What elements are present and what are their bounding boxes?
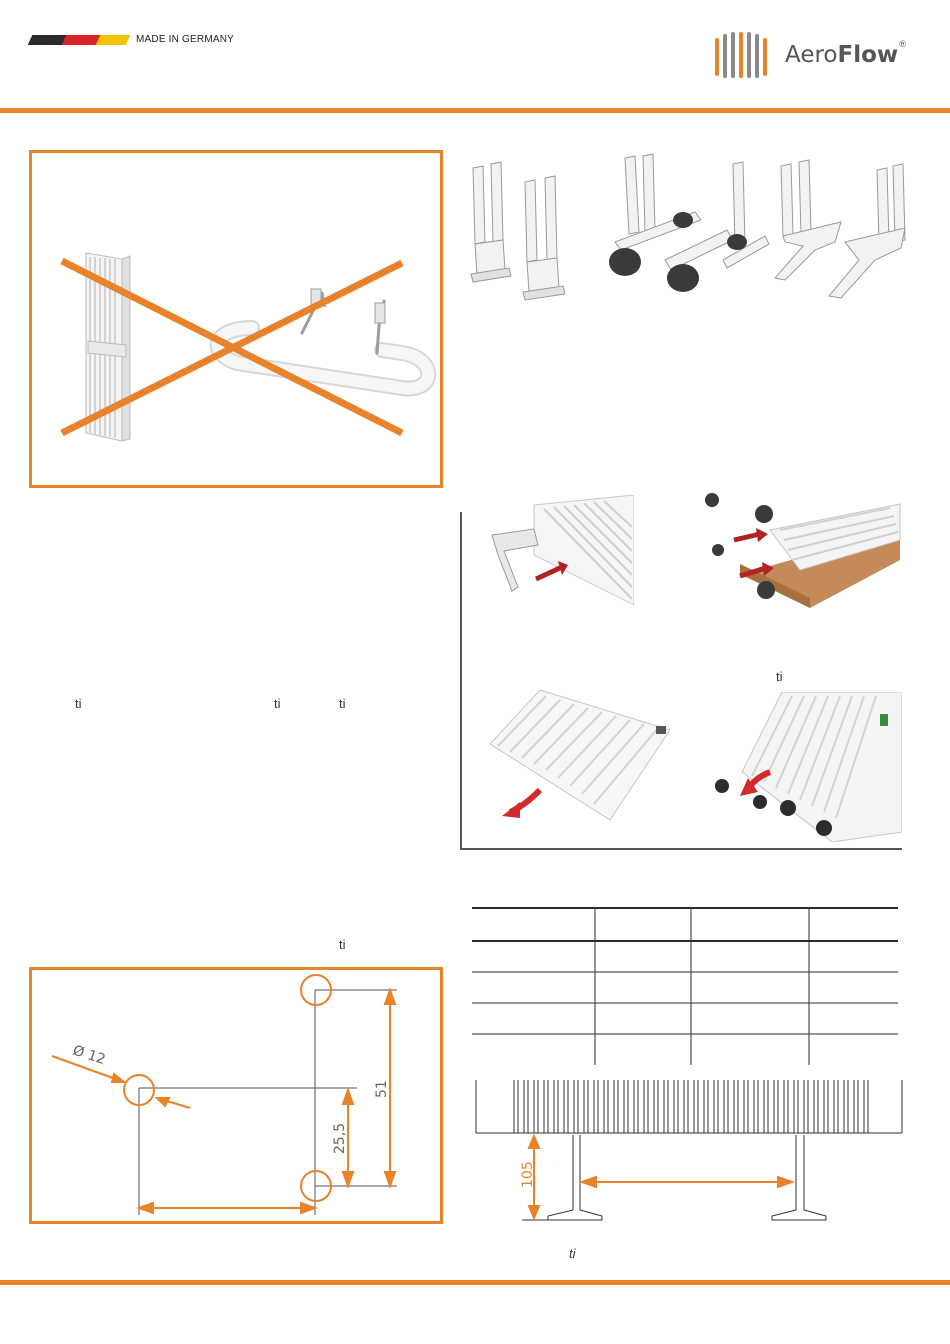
brand-suffix: Flow: [837, 42, 899, 68]
hole-pattern-frame: [29, 967, 443, 1224]
step-3-tilt-radiator-image: [480, 690, 670, 840]
hole-pattern-drawing: [32, 970, 440, 1221]
dim-vertical-large-label: 51: [374, 1080, 390, 1098]
foot-types-illustration: [465, 150, 915, 315]
section-height-label: 105: [520, 1161, 536, 1188]
incorrect-mounting-frame: [29, 150, 443, 488]
incorrect-mounting-illustration: [32, 153, 440, 485]
brand-prefix: Aero: [785, 42, 838, 68]
text-fragment-ti: ti: [569, 1246, 576, 1261]
text-fragment-ti: ti: [776, 669, 783, 684]
text-fragment-ti: ti: [75, 696, 82, 711]
steps-left-border: [460, 512, 462, 850]
standing-feet-plain: [471, 162, 565, 300]
aeroflow-logo-icon: [712, 30, 772, 80]
step-1-slide-foot-image: [474, 495, 634, 607]
text-fragment-ti: ti: [339, 937, 346, 952]
standing-feet-with-castors: [609, 154, 769, 292]
flag-gold-stripe: [96, 35, 131, 45]
hole-diameter-label: Ø 12: [70, 1042, 108, 1069]
text-fragment-ti: ti: [274, 696, 281, 711]
header-rule: [0, 108, 950, 113]
text-fragment-ti: ti: [339, 696, 346, 711]
made-in-germany-label: MADE IN GERMANY: [136, 34, 235, 45]
dim-vertical-small-label: 25,5: [332, 1122, 348, 1154]
steps-bottom-border: [460, 848, 902, 850]
brand-name: [785, 42, 907, 68]
brand-registered-mark: ®: [898, 40, 908, 50]
radiator-section-drawing: [470, 1078, 910, 1228]
dimensions-table: [472, 905, 900, 1067]
footer-rule: [0, 1280, 950, 1285]
standing-feet-floor: [775, 160, 905, 298]
step-2-insert-castors-image: [700, 490, 905, 610]
step-4-set-on-castors-image: [712, 692, 902, 842]
